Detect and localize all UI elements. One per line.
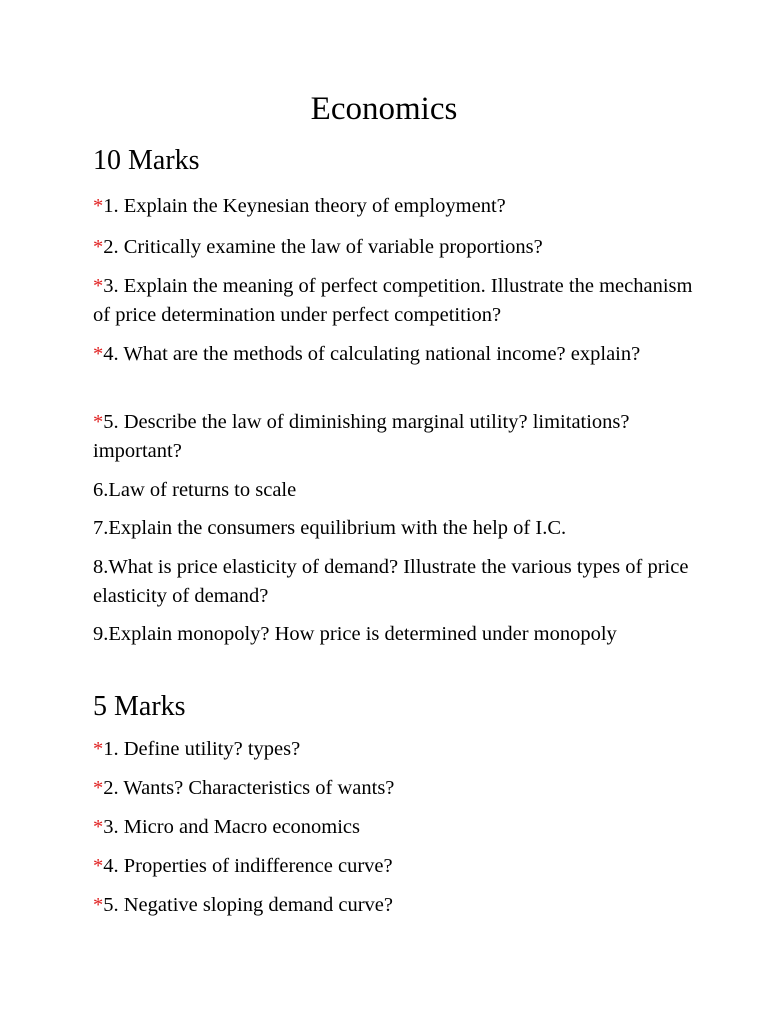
question-10m-5 <box>93 408 693 466</box>
question-text: 1. Define utility? types? <box>103 738 301 760</box>
question-text: 1. Explain the Keynesian theory of employment? <box>103 195 506 217</box>
question-text: 8.What is price elasticity of demand? Illustrate the various types of price elasticity of demand? <box>93 556 689 607</box>
question-text: 7.Explain the consumers equilibrium with the help of I.C. <box>93 517 567 539</box>
question-10m-1 <box>93 192 693 221</box>
important-star: * <box>93 894 104 916</box>
important-star: * <box>93 236 104 258</box>
question-text: 5. Describe the law of diminishing marginal utility? limitations? important? <box>93 411 630 462</box>
page-title: Economics <box>310 91 458 127</box>
question-5m-3 <box>93 813 693 842</box>
question-text: 4. Properties of indifference curve? <box>103 855 393 877</box>
question-5m-4 <box>93 852 693 881</box>
important-star: * <box>93 816 104 838</box>
question-text: 5. Negative sloping demand curve? <box>103 894 394 916</box>
section-heading-5-marks: 5 Marks <box>93 691 186 722</box>
question-text: 9.Explain monopoly? How price is determined under monopoly <box>93 623 617 645</box>
question-text: 2. Wants? Characteristics of wants? <box>103 777 395 799</box>
question-text: 3. Explain the meaning of perfect competition. Illustrate the mechanism of price determination under perfect competition? <box>93 275 693 326</box>
question-5m-5 <box>93 891 693 920</box>
question-10m-2 <box>93 233 693 262</box>
question-10m-6 <box>93 476 693 505</box>
question-10m-9 <box>93 620 693 649</box>
question-text: 6.Law of returns to scale <box>93 479 297 501</box>
important-star: * <box>93 411 104 433</box>
important-star: * <box>93 195 104 217</box>
question-5m-2 <box>93 774 693 803</box>
question-10m-8 <box>93 553 693 611</box>
important-star: * <box>93 777 104 799</box>
question-10m-3 <box>93 272 693 330</box>
important-star: * <box>93 738 104 760</box>
question-text: 4. What are the methods of calculating national income? explain? <box>103 343 641 365</box>
question-text: 3. Micro and Macro economics <box>103 816 360 838</box>
section-heading-10-marks: 10 Marks <box>93 145 200 176</box>
important-star: * <box>93 343 104 365</box>
important-star: * <box>93 275 104 297</box>
question-5m-1 <box>93 735 693 764</box>
question-10m-4 <box>93 340 693 369</box>
question-text: 2. Critically examine the law of variable proportions? <box>103 236 543 258</box>
question-10m-7 <box>93 514 693 543</box>
important-star: * <box>93 855 104 877</box>
